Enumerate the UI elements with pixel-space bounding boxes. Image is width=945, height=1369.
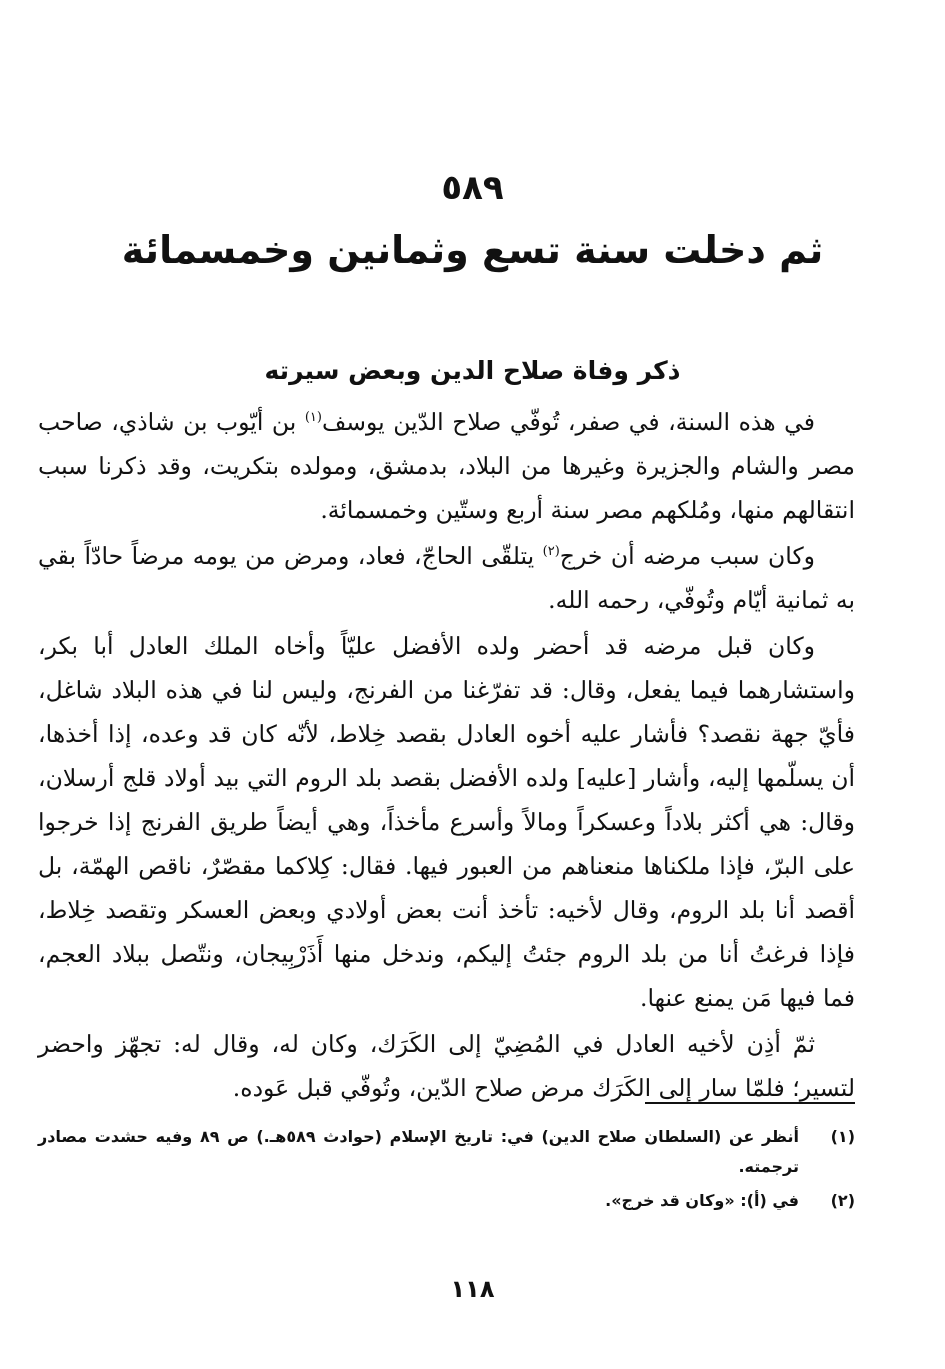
footnote-2	[38, 1186, 855, 1216]
paragraph-1-text-a: في هذه السنة، في صفر، تُوفّي صلاح الدّين يوسف	[321, 408, 815, 436]
footnote-text: أنظر عن (السلطان صلاح الدين) في: تاريخ الإسلام (حوادث ٥٨٩هـ.) ص ٨٩ وفيه حشدت مصادر ترجمته.	[38, 1127, 800, 1176]
footnote-divider	[645, 1102, 855, 1104]
footnote-number: (١)	[830, 1127, 855, 1146]
footnote-text: في (أ): «وكان قد خرج».	[605, 1191, 799, 1210]
paragraph-2	[38, 534, 855, 622]
year-number: ٥٨٩	[441, 168, 504, 208]
footnotes	[38, 1122, 855, 1220]
footnote-number: (٢)	[830, 1191, 855, 1210]
footnote-ref-2: (٢)	[542, 544, 560, 560]
paragraph-4: ثمّ أذِن لأخيه العادل في المُضِيّ إلى الكَرَك، وكان له، وقال له: تجهّز واحضر لتسير؛ فلمّا سار إلى الكَرَك مرض صلاح الدّين، وتُوفّي قبل عَوده.	[38, 1030, 855, 1102]
page-number: ١١٨	[450, 1275, 495, 1303]
footnote-ref-1: (١)	[304, 410, 322, 426]
paragraph-1-text-b: بن أيّوب بن شاذي، صاحب مصر والشام والجزيرة وغيرها من البلاد، بدمشق، ومولده بتكريت، وقد ذكرنا سبب انتقالهم منها، ومُلكهم مصر سنة أربع وستّين وخمسمائة.	[38, 408, 855, 524]
body-text	[38, 400, 855, 1110]
paragraph-1	[38, 400, 855, 532]
section-heading: ذكر وفاة صلاح الدين وبعض سيرته	[264, 356, 681, 385]
paragraph-2-text-a: وكان سبب مرضه أن خرج	[559, 542, 816, 570]
paragraph-3: وكان قبل مرضه قد أحضر ولده الأفضل عليّاً وأخاه الملك العادل أبا بكر، واستشارهما فيما يفعل، وقال: قد تفرّغنا من الفرنج، وليس لنا في هذه البلاد شاغل، فأيّ جهة نقصد؟ فأشار عليه أخوه العادل بقصد خِلاط، لأنّه كان قد وعده، إذا أخذها، أن يسلّمها إليه، وأشار [عليه] ولده الأفضل بقصد بلد الروم التي بيد أولاد قلج أرسلان، وقال: هي أكثر بلاداً وعسكراً ومالاً وأسرع مأخذاً، وهي أيضاً طريق الفرنج إذا خرجوا على البرّ، فإذا ملكناها منعناهم من العبور فيها. فقال: كِلاكما مقصّرٌ، ناقص الهمّة، بل أقصد أنا بلد الروم، وقال لأخيه: تأخذ أنت بعض أولادي وبعض العسكر وتقصد خِلاط، فإذا فرغتُ أنا من بلد الروم جئتُ إليكم، وندخل منها أَذَرْبِيجان، ونتّصل ببلاد العجم، فما فيها مَن يمنع عنها.	[38, 632, 855, 1012]
footnote-1	[38, 1122, 855, 1182]
paragraph-2-text-b: يتلقّى الحاجّ، فعاد، ومرض من يومه مرضاً حادّاً بقي به ثمانية أيّام وتُوفّي، رحمه الله.	[38, 542, 855, 614]
year-title: ثم دخلت سنة تسع وثمانين وخمسمائة	[121, 228, 824, 272]
